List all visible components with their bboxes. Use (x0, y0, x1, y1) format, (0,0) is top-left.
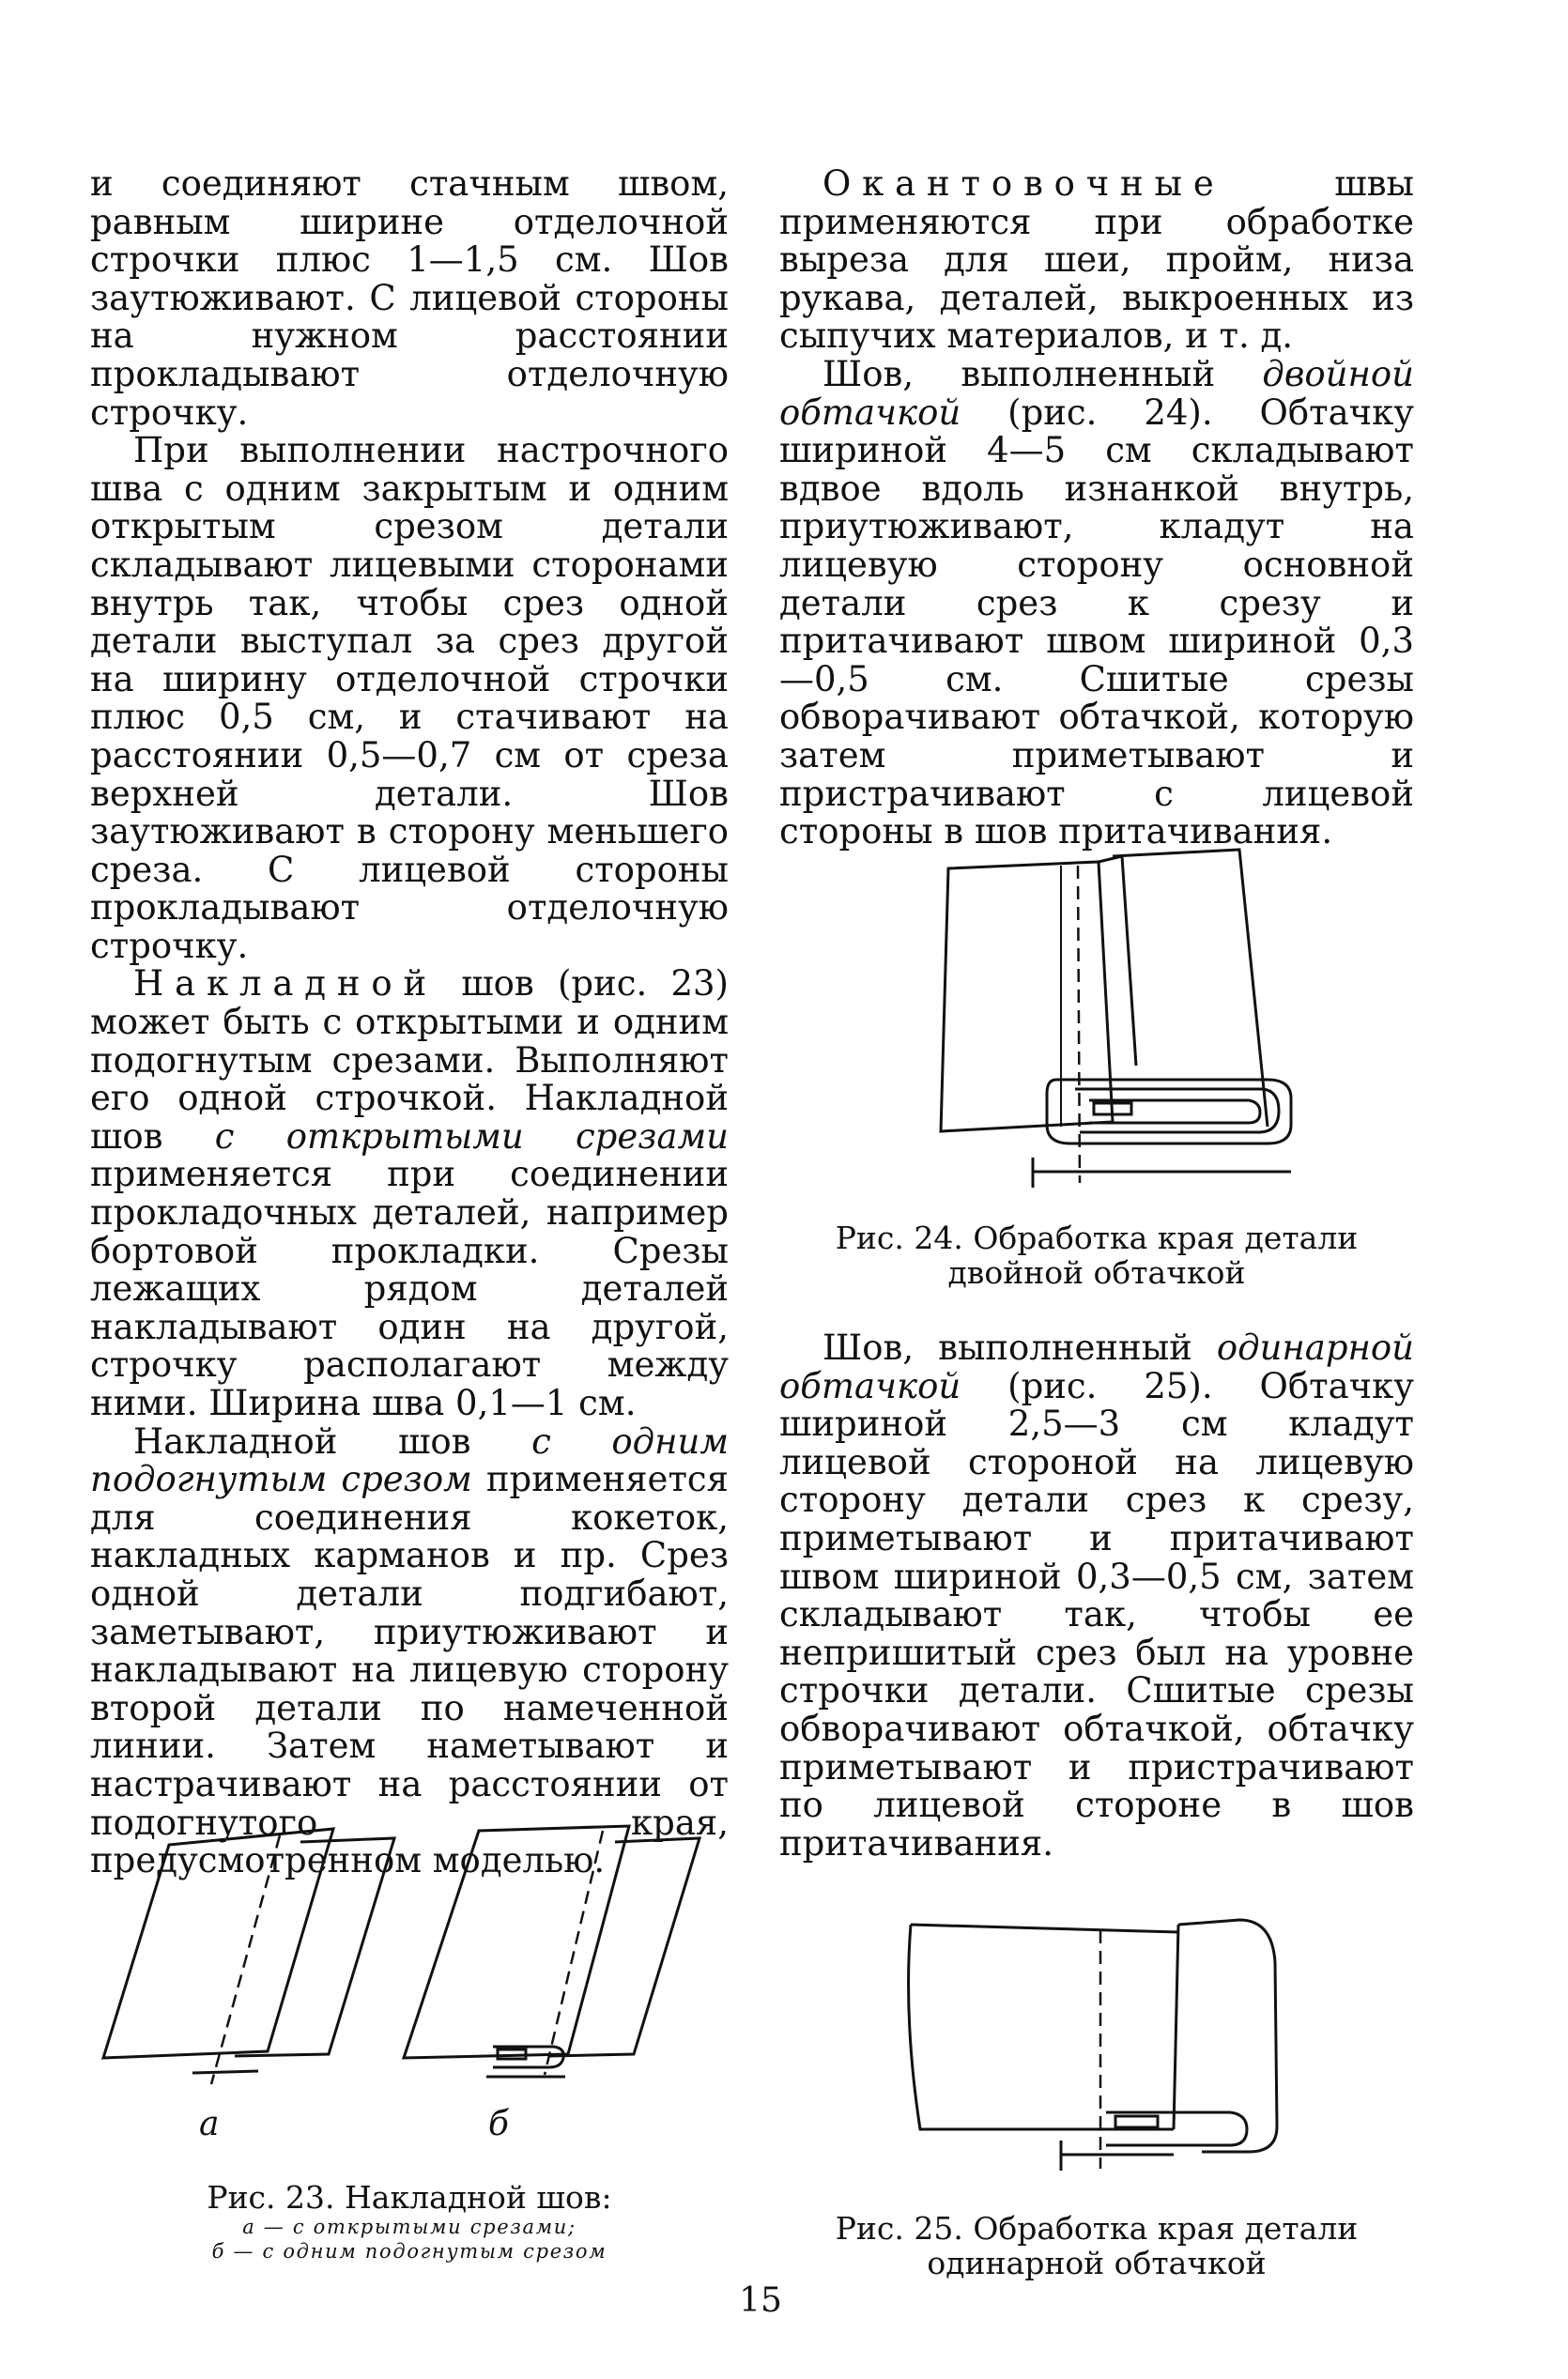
figure-24-caption-line-2: двойной обтачкой (947, 1254, 1246, 1291)
figure-25-caption-line-1: Рис. 25. Обработка края детали (835, 2210, 1359, 2247)
left-paragraph-3-text-b: применяется при соединении прокладочных деталей, например бортовой прокладки. Срезы лежащих рядом деталей накладывают один на другой, строчку располагают между ними. Ширина шва 0,1—1 см. (90, 1154, 729, 1423)
right-paragraph-2-text-a: Шов, выполненный (822, 353, 1263, 394)
left-paragraph-4-italic: с одним подогнутым срезом (90, 1420, 729, 1500)
figure-24-caption-line-1: Рис. 24. Обработка края детали (835, 1220, 1359, 1256)
left-paragraph-4-text-b: применяется для соединения кокеток, накладных карманов и пр. Срез одной детали подгибают, заметывают, приутюживают и накладывают на лицевую сторону второй детали по намеченной линии. Затем наметывают и настрачивают на расстоянии от подогнутого края, предусмотренном моделью. (90, 1459, 729, 1881)
figure-23-caption-b: б — с одним подогнутым срезом (211, 2240, 607, 2263)
left-paragraph-2: При выполнении настрочного шва с одним закрытым и одним открытым срезом детали складывают лицевыми сторонами внутрь так, чтобы срез одной детали выступал за срез другой на ширину отделочной строчки плюс 0,5 см, и стачивают на расстоянии 0,5—0,7 см от среза верхней детали. Шов заутюживают в сторону меньшего среза. С лицевой стороны прокладывают отделочную строчку. (90, 430, 729, 966)
right-text-column-bottom (779, 1329, 1414, 1863)
term-binding-seams: Окантовочные (822, 163, 1225, 204)
left-paragraph-4 (90, 1420, 729, 1881)
right-text-column-top (779, 165, 1414, 852)
figure-23-caption-a: а — с открытыми срезами; (242, 2216, 576, 2238)
left-paragraph-1: и соединяют стачным швом, равным ширине отделочной строчки плюс 1—1,5 см. Шов заутюживают. С лицевой стороны на нужном расстоянии прокладывают отделочную строчку. (90, 163, 729, 433)
figure-23-caption (90, 2180, 729, 2264)
right-paragraph-1 (779, 165, 1414, 356)
figure-24-caption (779, 1220, 1414, 1290)
figure-23b-label: б (488, 2105, 509, 2143)
page-number: 15 (739, 2281, 782, 2320)
right-paragraph-3-italic: одинарной обтачкой (779, 1328, 1414, 1406)
figure-23a-drawing (103, 1821, 404, 2103)
right-paragraph-2 (779, 353, 1414, 852)
right-paragraph-2-italic: двойной обтачкой (779, 353, 1414, 433)
figure-23b-drawing (394, 1821, 695, 2103)
left-paragraph-3-text-a: шов (рис. 23) может быть с открытыми и одним подогнутым срезами. Выполняют его одной строчкой. Накладной шов (90, 963, 729, 1157)
figure-25-caption (779, 2211, 1414, 2280)
left-paragraph-4-text-a: Накладной шов (133, 1420, 532, 1462)
right-paragraph-3-text-a: Шов, выполненный (822, 1328, 1217, 1368)
figure-23-caption-title: Рис. 23. Накладной шов: (207, 2179, 612, 2216)
figure-25-drawing (892, 1906, 1324, 2187)
right-paragraph-3 (779, 1329, 1414, 1863)
figure-23a-label: а (199, 2105, 220, 2143)
figure-24-drawing (930, 845, 1305, 1202)
left-paragraph-3 (90, 965, 729, 1422)
right-paragraph-3-text-b: (рис. 25). Обтачку шириной 2,5—3 см кладут лицевой стороной на лицевую сторону детали срез к срезу, приметывают и притачивают швом шириной 0,3—0,5 см, затем складывают так, чтобы ее непришитый срез был на уровне строчки детали. Сшитые срезы обворачивают обтачкой, обтачку приметывают и пристрачивают по лицевой стороне в шов притачивания. (779, 1365, 1414, 1864)
figure-25-caption-line-2: одинарной обтачкой (927, 2245, 1267, 2281)
right-paragraph-1-text: швы применяются при обработке выреза для шеи, пройм, низа рукава, деталей, выкроенных из сыпучих материалов, и т. д. (779, 163, 1414, 357)
right-paragraph-2-text-b: (рис. 24). Обтачку шириной 4—5 см складывают вдвое вдоль изнанкой внутрь, приутюживают, кладут на лицевую сторону основной детали срез к срезу и притачивают швом шириной 0,3—0,5 см. Сшитые срезы обворачивают обтачкой, которую затем приметывают и пристрачивают с лицевой стороны в шов притачивания. (779, 391, 1414, 852)
left-paragraph-3-italic: с открытыми срезами (214, 1115, 729, 1157)
left-text-column (90, 165, 729, 1880)
term-overlay-seam: Накладной (133, 963, 438, 1005)
